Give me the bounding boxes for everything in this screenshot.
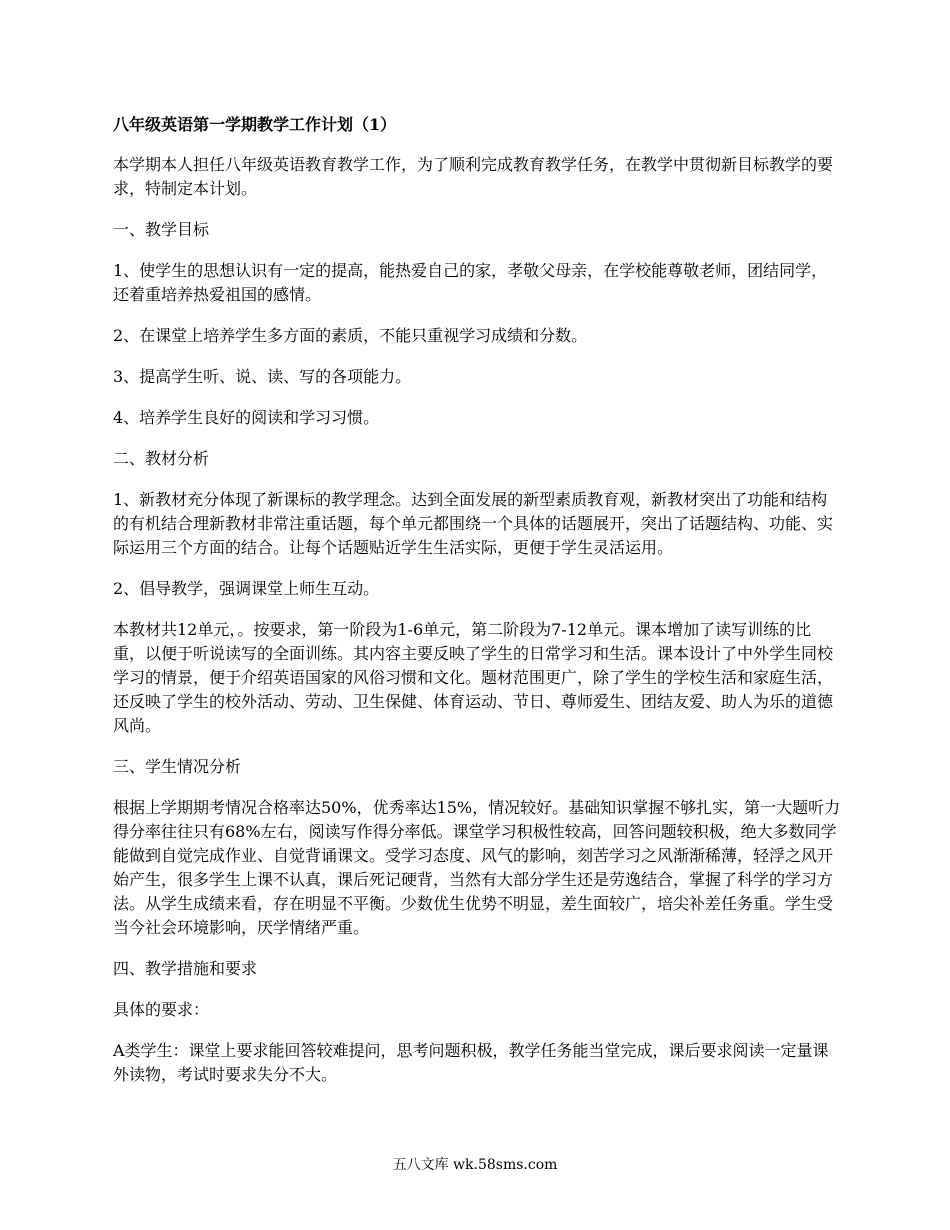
section-heading-goals: 一、教学目标	[113, 220, 210, 239]
paragraph-goal-1: 1、使学生的思想认识有一定的提高，能热爱自己的家，孝敬父母亲，在学校能尊敬老师，团结同学，还着重培养热爱祖国的感情。	[113, 261, 828, 304]
section-heading-materials: 二、教材分析	[113, 449, 210, 468]
paragraph-materials-2: 2、倡导教学，强调课堂上师生互动。	[113, 579, 380, 598]
paragraph-intro: 本学期本人担任八年级英语教育教学工作，为了顺利完成教育教学任务，在教学中贯彻新目标教学的要求，特制定本计划。	[113, 155, 834, 198]
paragraph-goal-4: 4、培养学生良好的阅读和学习习惯。	[113, 408, 380, 427]
document-page	[113, 113, 843, 1104]
paragraph-goal-2: 2、在课堂上培养学生多方面的素质，不能只重视学习成绩和分数。	[113, 326, 588, 345]
section-heading-measures: 四、教学措施和要求	[113, 959, 258, 978]
paragraph-students: 根据上学期期考情况合格率达50%，优秀率达15%，情况较好。基础知识掌握不够扎实，第一大题听力得分率往往只有68%左右，阅读写作得分率低。课堂学习积极性较高，回答问题较积极，绝大多数同学能做到自觉完成作业、自觉背诵课文。受学习态度、风气的影响，刻苦学习之风渐渐稀薄，轻浮之风开始产生，很多学生上课不认真，课后死记硬背，当然有大部分学生还是劳逸结合，掌握了科学的学习方法。从学生成绩来看，存在明显不平衡。少数优生优势不明显，差生面较广，培尖补差任务重。学生受当今社会环境影响，厌学情绪严重。	[113, 798, 841, 937]
document-title: 八年级英语第一学期教学工作计划（1）	[113, 115, 397, 134]
footer-watermark: 五八文库 wk.58sms.com	[392, 1157, 558, 1173]
paragraph-requirements-intro: 具体的要求：	[113, 1000, 210, 1019]
paragraph-class-a: A类学生：课堂上要求能回答较难提问，思考问题积极，教学任务能当堂完成，课后要求阅读一定量课外读物，考试时要求失分不大。	[113, 1041, 829, 1084]
paragraph-materials-1: 1、新教材充分体现了新课标的教学理念。达到全面发展的新型素质教育观，新教材突出了功能和结构的有机结合理新教材非常注重话题，每个单元都围绕一个具体的话题展开，突出了话题结构、功能、实际运用三个方面的结合。让每个话题贴近学生生活实际，更便于学生灵活运用。	[113, 490, 834, 557]
paragraph-goal-3: 3、提高学生听、说、读、写的各项能力。	[113, 367, 412, 386]
section-heading-students: 三、学生情况分析	[113, 757, 242, 776]
paragraph-materials-3: 本教材共12单元，。按要求，第一阶段为1-6单元，第二阶段为7-12单元。课本增加了读写训练的比重，以便于听说读写的全面训练。其内容主要反映了学生的日常学习和生活。课本设计了中外学生同校学习的情景，便于介绍英语国家的风俗习惯和文化。题材范围更广，除了学生的学校生活和家庭生活，还反映了学生的校外活动、劳动、卫生保健、体育运动、节日、尊师爱生、团结友爱、助人为乐的道德风尚。	[113, 620, 834, 735]
